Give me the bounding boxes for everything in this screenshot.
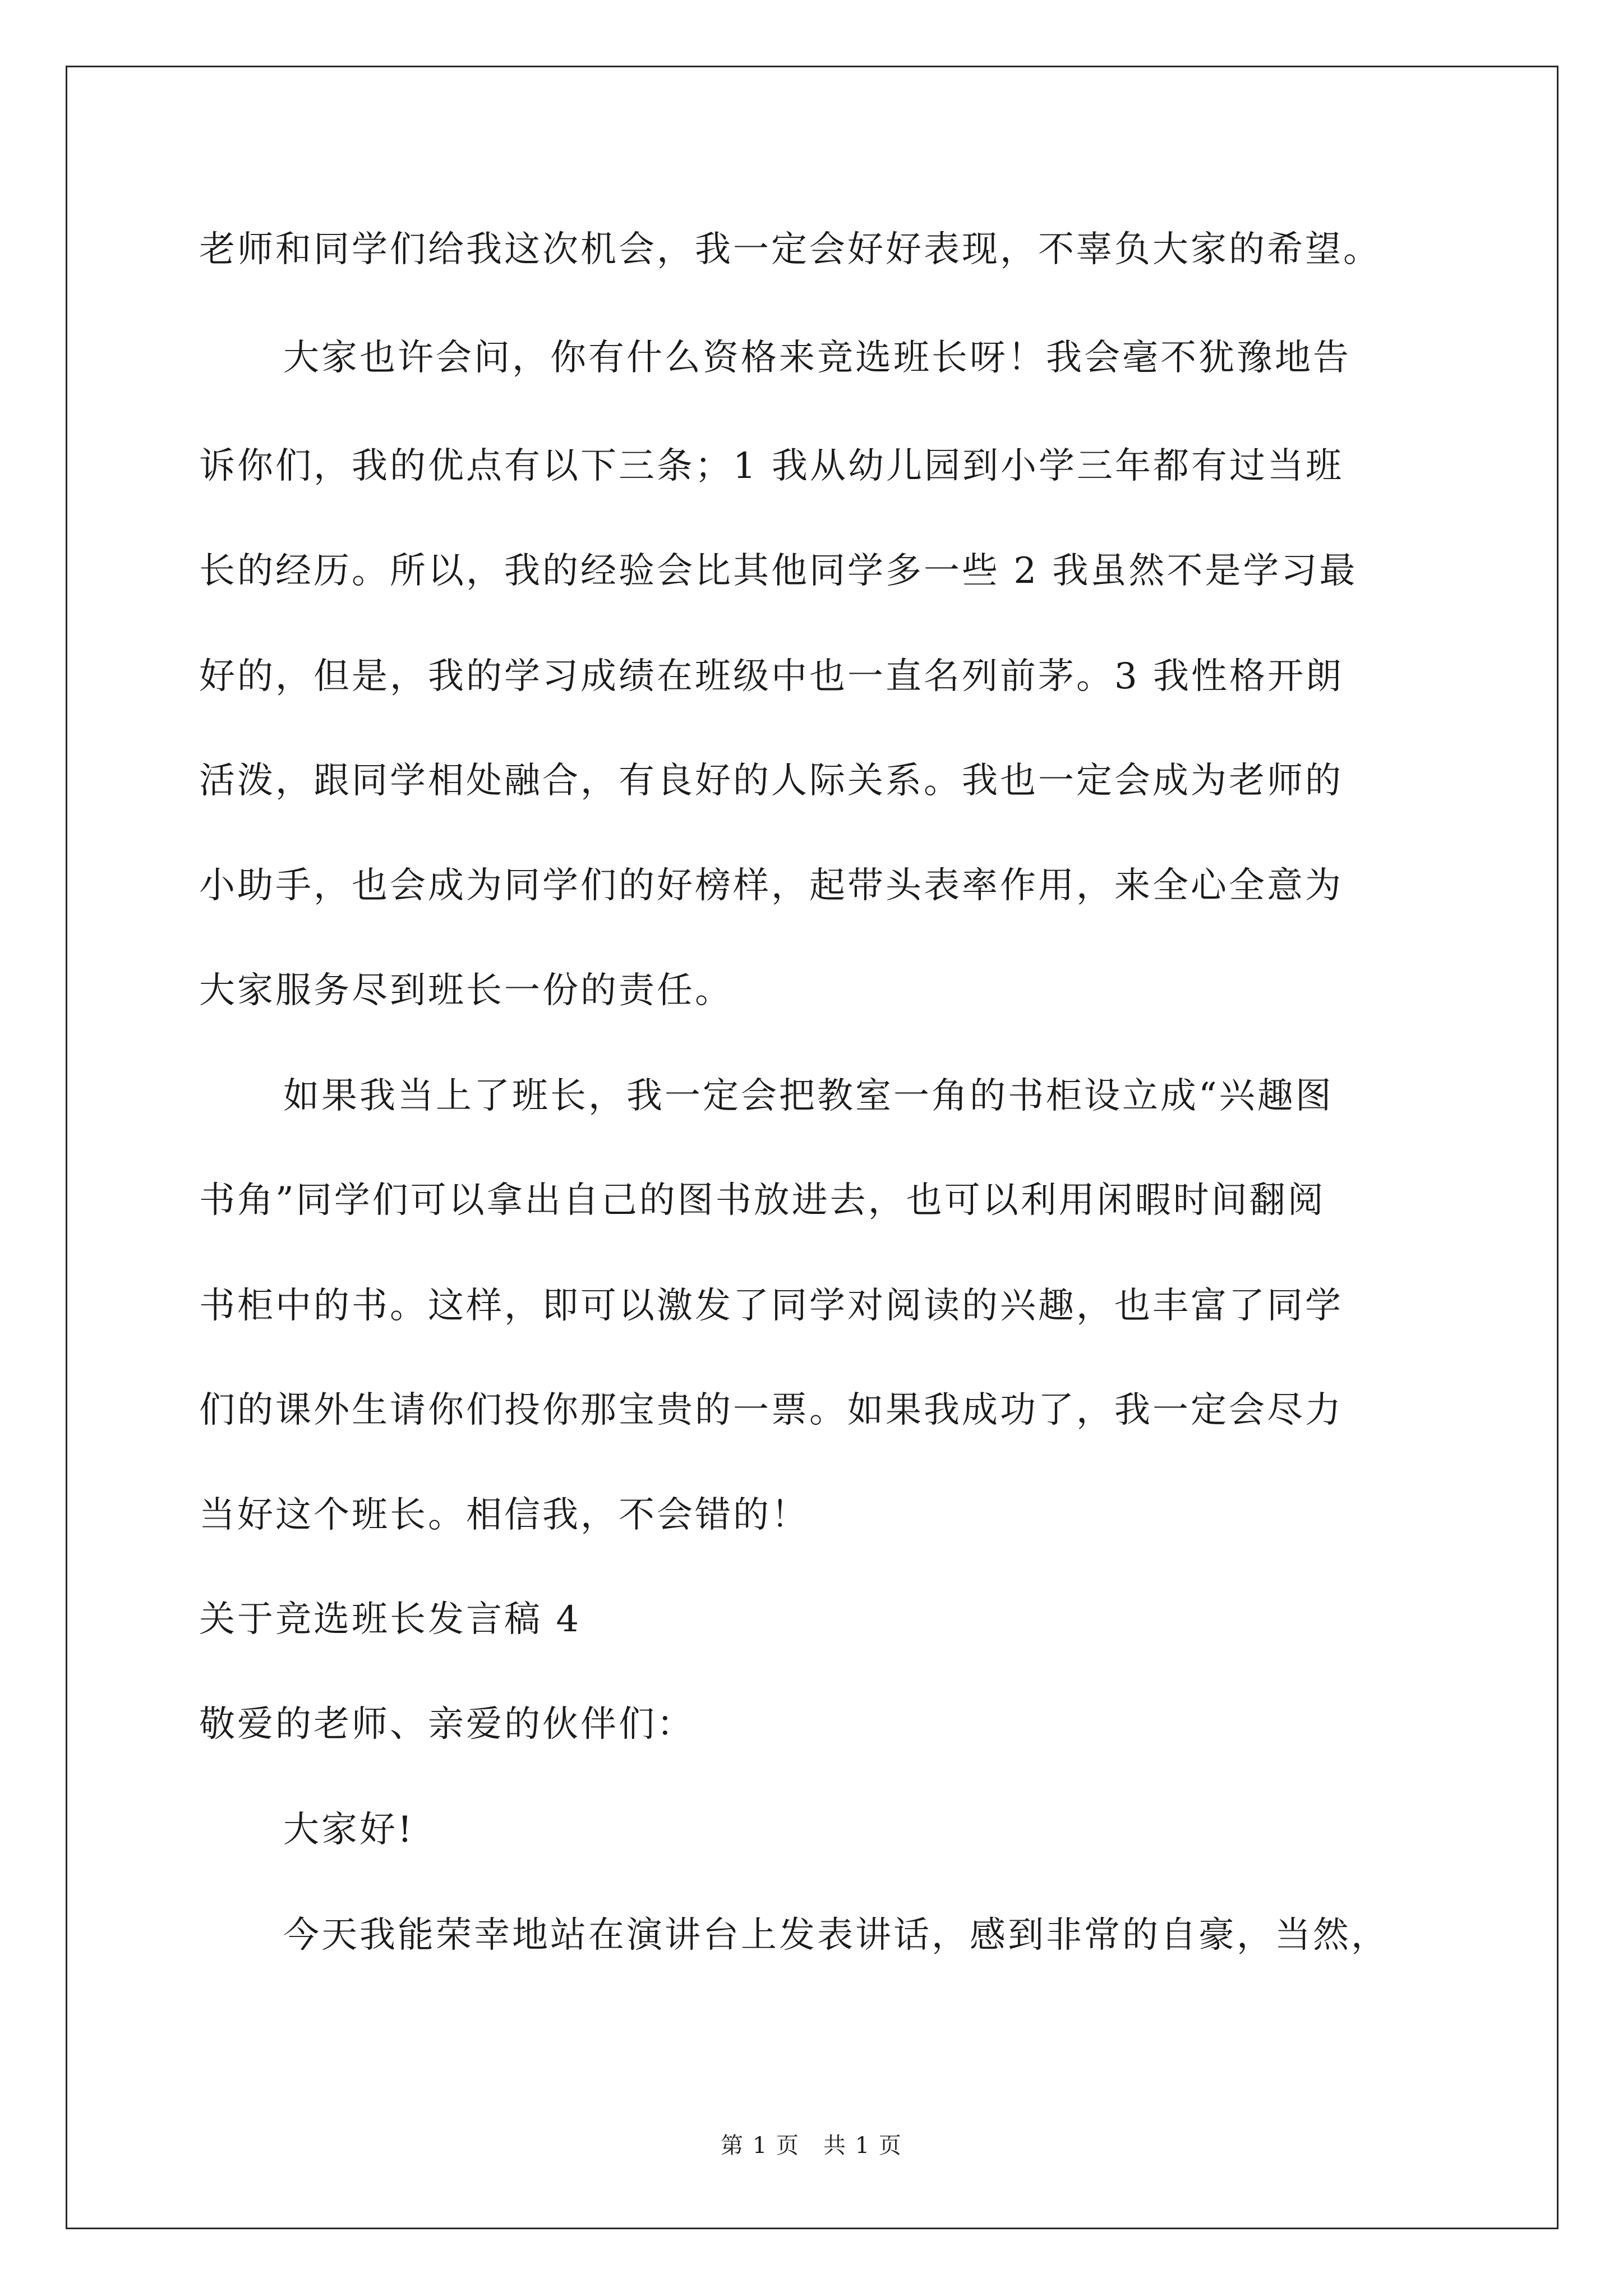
text-line: 小助手，也会成为同学们的好榜样，起带头表率作用，来全心全意为: [199, 865, 1343, 907]
text-line: 书角”同学们可以拿出自己的图书放进去，也可以利用闲暇时间翻阅: [199, 1180, 1326, 1221]
greeting: 大家好!: [283, 1809, 414, 1851]
text-line: 长的经历。所以，我的经验会比其他同学多一些 2 我虽然不是学习最: [199, 550, 1358, 592]
text-line: 今天我能荣幸地站在演讲台上发表讲话，感到非常的自豪，当然，: [283, 1915, 1389, 1956]
text-line: 老师和同学们给我这次机会，我一定会好好表现，不辜负大家的希望。: [199, 229, 1381, 270]
text-line: 当好这个班长。相信我，不会错的！: [199, 1494, 809, 1536]
text-line: 诉你们，我的优点有以下三条；1 我从幼儿园到小学三年都有过当班: [199, 445, 1344, 487]
text-line: 书柜中的书。这样，即可以激发了同学对阅读的兴趣，也丰富了同学: [199, 1285, 1343, 1327]
page-footer: 第 1 页 共 1 页: [721, 2133, 902, 2159]
text-line: 好的，但是，我的学习成绩在班级中也一直名列前茅。3 我性格开朗: [199, 656, 1344, 697]
text-line: 如果我当上了班长，我一定会把教室一角的书柜设立成“兴趣图: [283, 1075, 1334, 1117]
salutation: 敬爱的老师、亲爱的伙伴们：: [199, 1704, 695, 1745]
page-frame: [66, 66, 1559, 2229]
section-heading: 关于竞选班长发言稿 4: [199, 1599, 582, 1640]
text-line: 大家也许会问，你有什么资格来竞选班长呀！我会毫不犹豫地告: [283, 337, 1351, 379]
text-line: 活泼，跟同学相处融合，有良好的人际关系。我也一定会成为老师的: [199, 760, 1343, 802]
text-line: 们的课外生请你们投你那宝贵的一票。如果我成功了，我一定会尽力: [199, 1389, 1343, 1431]
text-line: 大家服务尽到班长一份的责任。: [199, 970, 733, 1011]
